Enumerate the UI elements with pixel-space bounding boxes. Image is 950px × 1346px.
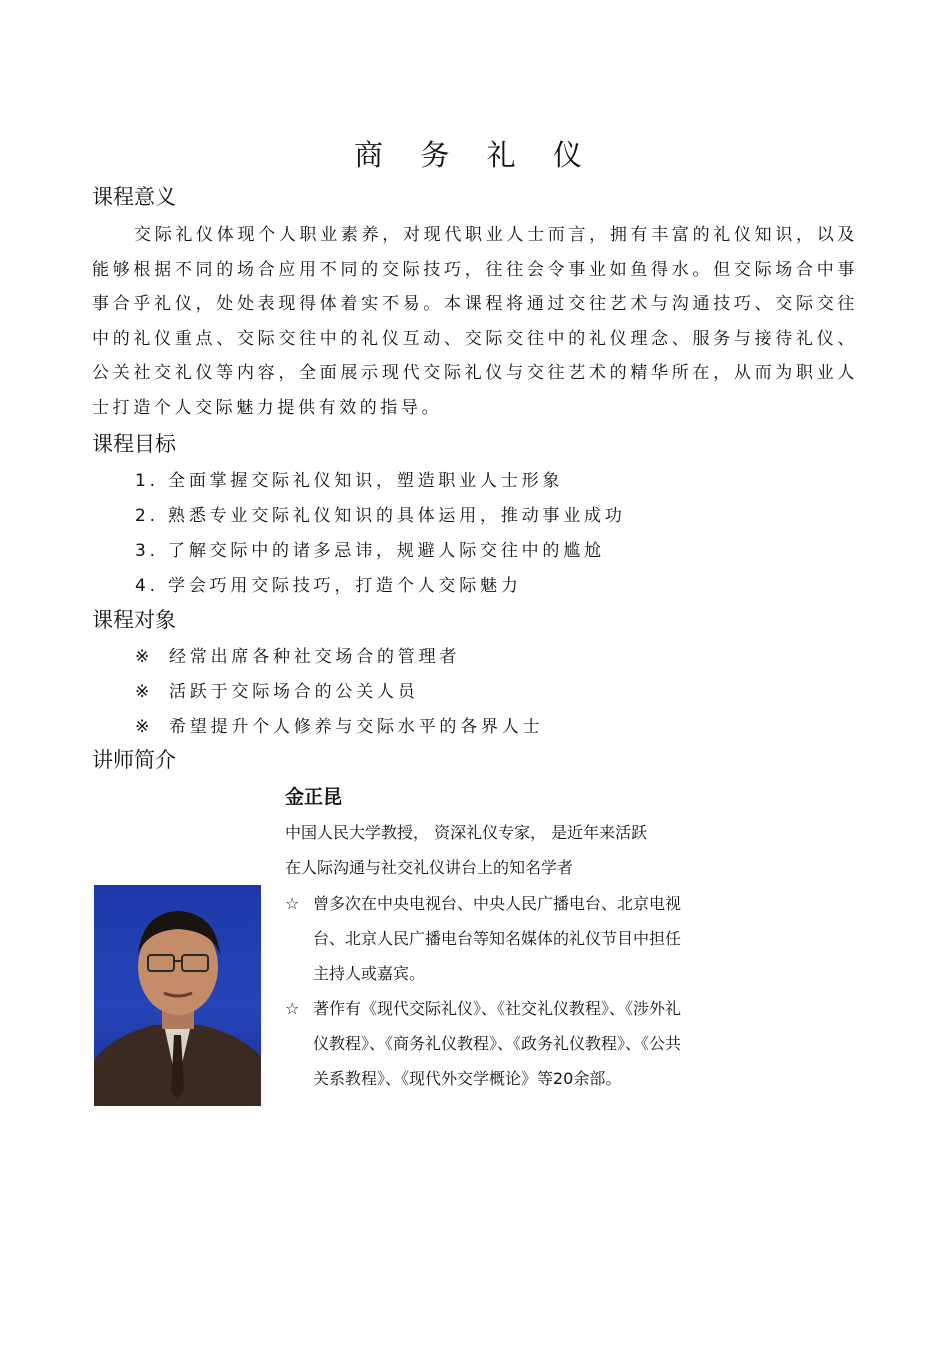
list-item (135, 675, 543, 710)
list-item (135, 710, 543, 745)
reference-mark-icon: ※ (135, 682, 154, 702)
significance-paragraph: 交际礼仪体现个人职业素养，对现代职业人士而言，拥有丰富的礼仪知识，以及能够根据不同的场合应用不同的交际技巧，往往会令事业如鱼得水。但交际场合中事事合乎礼仪，处处表现得体着实不易。本课程将通过交往艺术与沟通技巧、交际交往中的礼仪重点、交际交往中的礼仪互动、交际交往中的礼仪理念、服务与接待礼仪、公关社交礼仪等内容，全面展示现代交际礼仪与交往艺术的精华所在，从而为职业人士打造个人交际魅力提供有效的指导。 (92, 225, 858, 418)
bullet-text: 著作有《现代交际礼仪》、《社交礼仪教程》、《涉外礼仪教程》、《商务礼仪教程》、《政务礼仪教程》、《公共关系教程》、《现代外交学概论》等20余部。 (313, 999, 682, 1088)
reference-mark-icon: ※ (135, 647, 154, 667)
portrait-icon (94, 885, 261, 1106)
list-item: 1. 全面掌握交际礼仪知识，塑造职业人士形象 (135, 471, 564, 491)
instructor-bullet (285, 991, 705, 1096)
star-icon: ☆ (285, 999, 300, 1018)
list-item-text: 活跃于交际场合的公关人员 (169, 682, 419, 702)
instructor-name: 金正昆 (285, 786, 343, 808)
list-item: 4. 学会巧用交际技巧，打造个人交际魅力 (135, 576, 522, 596)
section-heading-instructor: 讲师简介 (92, 748, 176, 772)
instructor-bullet (285, 886, 705, 991)
instructor-intro-line-1: 中国人民大学教授， 资深礼仪专家， 是近年来活跃 (285, 823, 648, 842)
reference-mark-icon: ※ (135, 717, 154, 737)
section-heading-audience: 课程对象 (92, 608, 176, 632)
list-item: 2. 熟悉专业交际礼仪知识的具体运用，推动事业成功 (135, 506, 626, 526)
audience-list (135, 640, 543, 745)
bullet-text: 曾多次在中央电视台、中央人民广播电台、北京电视台、北京人民广播电台等知名媒体的礼仪节目中担任主持人或嘉宾。 (313, 894, 682, 983)
instructor-intro-line-2: 在人际沟通与社交礼仪讲台上的知名学者 (285, 858, 574, 877)
section-heading-significance: 课程意义 (92, 185, 176, 209)
goals-list (135, 464, 626, 604)
list-item-text: 经常出席各种社交场合的管理者 (169, 647, 461, 667)
list-item (135, 640, 543, 675)
list-item-text: 希望提升个人修养与交际水平的各界人士 (169, 717, 544, 737)
section-heading-goals: 课程目标 (92, 432, 176, 456)
page-title: 商 务 礼 仪 (354, 138, 596, 173)
star-icon: ☆ (285, 894, 300, 913)
instructor-photo (94, 885, 261, 1106)
list-item: 3. 了解交际中的诸多忌讳，规避人际交往中的尴尬 (135, 541, 605, 561)
